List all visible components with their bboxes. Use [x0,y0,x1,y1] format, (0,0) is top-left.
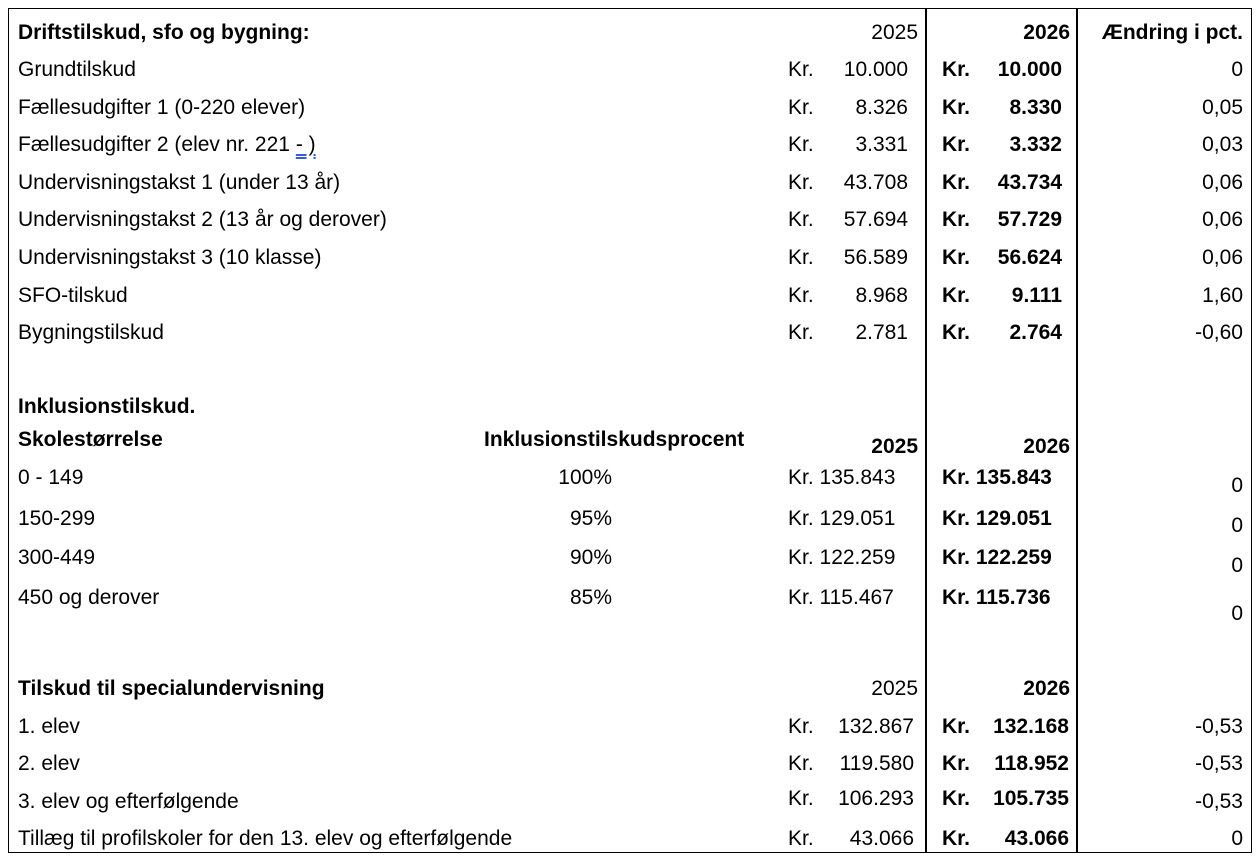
value-change: 1,60 [1202,284,1243,307]
value-2026: Kr. 115.736 [942,586,1051,609]
kr-label: Kr. [942,752,971,775]
kr-label: Kr. [942,321,971,344]
col-header-2025: 2025 [871,677,918,700]
col-header-pct: Inklusionstilskudsprocent [484,428,745,451]
col-header-2025: 2025 [871,21,918,44]
value-2025: 10.000 [843,58,908,81]
value-2026: 132.168 [993,715,1069,738]
row-pct: 95% [569,507,612,530]
kr-label: Kr. [942,58,971,81]
kr-label: Kr. [942,208,971,231]
value-change: 0 [1231,474,1243,497]
kr-label: Kr. [942,284,971,307]
kr-label: Kr. [788,171,814,194]
col-header-2025: 2025 [871,435,918,458]
value-2025: 106.293 [838,787,914,810]
value-2026: Kr. 129.051 [942,507,1052,530]
kr-label: Kr. [788,96,814,119]
row-size: 450 og derover [18,586,160,609]
value-change: 0,06 [1202,246,1243,269]
kr-label: Kr. [942,715,971,738]
row-label: 3. elev og efterfølgende [18,790,239,813]
row-label: Undervisningstakst 1 (under 13 år) [18,171,341,194]
value-change: 0 [1231,58,1243,81]
row-label: 1. elev [18,715,80,738]
value-2026: 2.764 [1009,321,1062,344]
value-change: 0 [1231,827,1243,850]
row-pct: 85% [569,586,612,609]
value-2026: 10.000 [997,58,1062,81]
kr-label: Kr. [788,208,814,231]
value-2025: 43.708 [843,171,908,194]
kr-label: Kr. [942,827,971,850]
value-2026: Kr. 122.259 [942,546,1052,569]
value-2025: 3.331 [855,133,908,156]
value-2025: 2.781 [855,321,908,344]
column-divider-2026 [925,8,927,853]
value-change: 0,06 [1202,171,1243,194]
row-label: Undervisningstakst 3 (10 klasse) [18,246,322,269]
value-change: -0,53 [1195,790,1243,813]
row-label: Bygningstilskud [18,321,164,344]
row-pct: 100% [558,466,612,489]
value-2025: Kr. 122.259 [788,546,896,569]
kr-label: Kr. [788,321,814,344]
kr-label: Kr. [788,133,814,156]
value-2025: 43.066 [849,827,914,850]
kr-label: Kr. [942,787,971,810]
value-change: -0,60 [1195,321,1243,344]
col-header-size: Skolestørrelse [18,428,163,451]
section-title-special: Tilskud til specialundervisning [18,677,325,700]
value-2026: 9.111 [1011,284,1062,307]
value-2026: 118.952 [994,752,1069,775]
row-size: 150-299 [18,507,96,530]
row-size: 300-449 [18,546,96,569]
value-2025: Kr. 135.843 [788,466,896,489]
kr-label: Kr. [788,246,814,269]
row-size: 0 - 149 [18,466,84,489]
value-change: -0,53 [1195,752,1243,775]
value-change: -0,53 [1195,715,1243,738]
row-pct: 90% [569,546,612,569]
kr-label: Kr. [942,133,971,156]
row-label [18,132,316,158]
kr-label: Kr. [788,715,814,738]
value-2025: Kr. 129.051 [788,507,896,530]
col-header-change: Ændring i pct. [1101,21,1243,44]
value-2025: 8.968 [855,284,908,307]
value-change: 0,05 [1202,96,1243,119]
value-2026: 8.330 [1009,96,1062,119]
kr-label: Kr. [788,787,814,810]
section-title-drift: Driftstilskud, sfo og bygning: [18,21,310,44]
kr-label: Kr. [788,284,814,307]
kr-label: Kr. [788,58,814,81]
kr-label: Kr. [788,752,814,775]
value-2026: 3.332 [1009,133,1062,156]
column-divider-change [1076,8,1078,853]
value-2026: 105.735 [993,787,1069,810]
value-2025: 119.580 [839,752,914,775]
section-title-inklusion: Inklusionstilskud. [18,395,196,418]
col-header-2026: 2026 [1023,21,1070,44]
row-label: Fællesudgifter 1 (0-220 elever) [18,96,306,119]
value-2026: 43.734 [997,171,1062,194]
value-2026: Kr. 135.843 [942,466,1052,489]
row-label: Grundtilskud [18,58,136,81]
value-2025: 8.326 [855,96,908,119]
row-label-text: Fællesudgifter 2 (elev nr. 221 [18,133,296,156]
col-header-2026: 2026 [1023,435,1070,458]
kr-label: Kr. [942,246,971,269]
kr-label: Kr. [788,827,814,850]
value-change: 0 [1231,554,1243,577]
kr-label: Kr. [942,171,971,194]
value-change: 0 [1231,602,1243,625]
value-change: 0,03 [1202,133,1243,156]
value-2026: 56.624 [997,246,1062,269]
value-change: 0,06 [1202,208,1243,231]
row-label-underlined: - ) [295,133,316,156]
kr-label: Kr. [942,96,971,119]
value-2025: 57.694 [843,208,908,231]
row-label: Tillæg til profilskoler for den 13. elev og efterfølgende [18,827,513,850]
row-label: 2. elev [18,752,80,775]
value-2025: Kr. 115.467 [788,586,894,609]
value-2026: 43.066 [1004,827,1069,850]
value-2025: 56.589 [843,246,908,269]
row-label: SFO-tilskud [18,284,128,307]
col-header-2026: 2026 [1023,677,1070,700]
value-2026: 57.729 [997,208,1062,231]
row-label: Undervisningstakst 2 (13 år og derover) [18,208,387,231]
value-2025: 132.867 [838,715,914,738]
value-change: 0 [1231,514,1243,537]
